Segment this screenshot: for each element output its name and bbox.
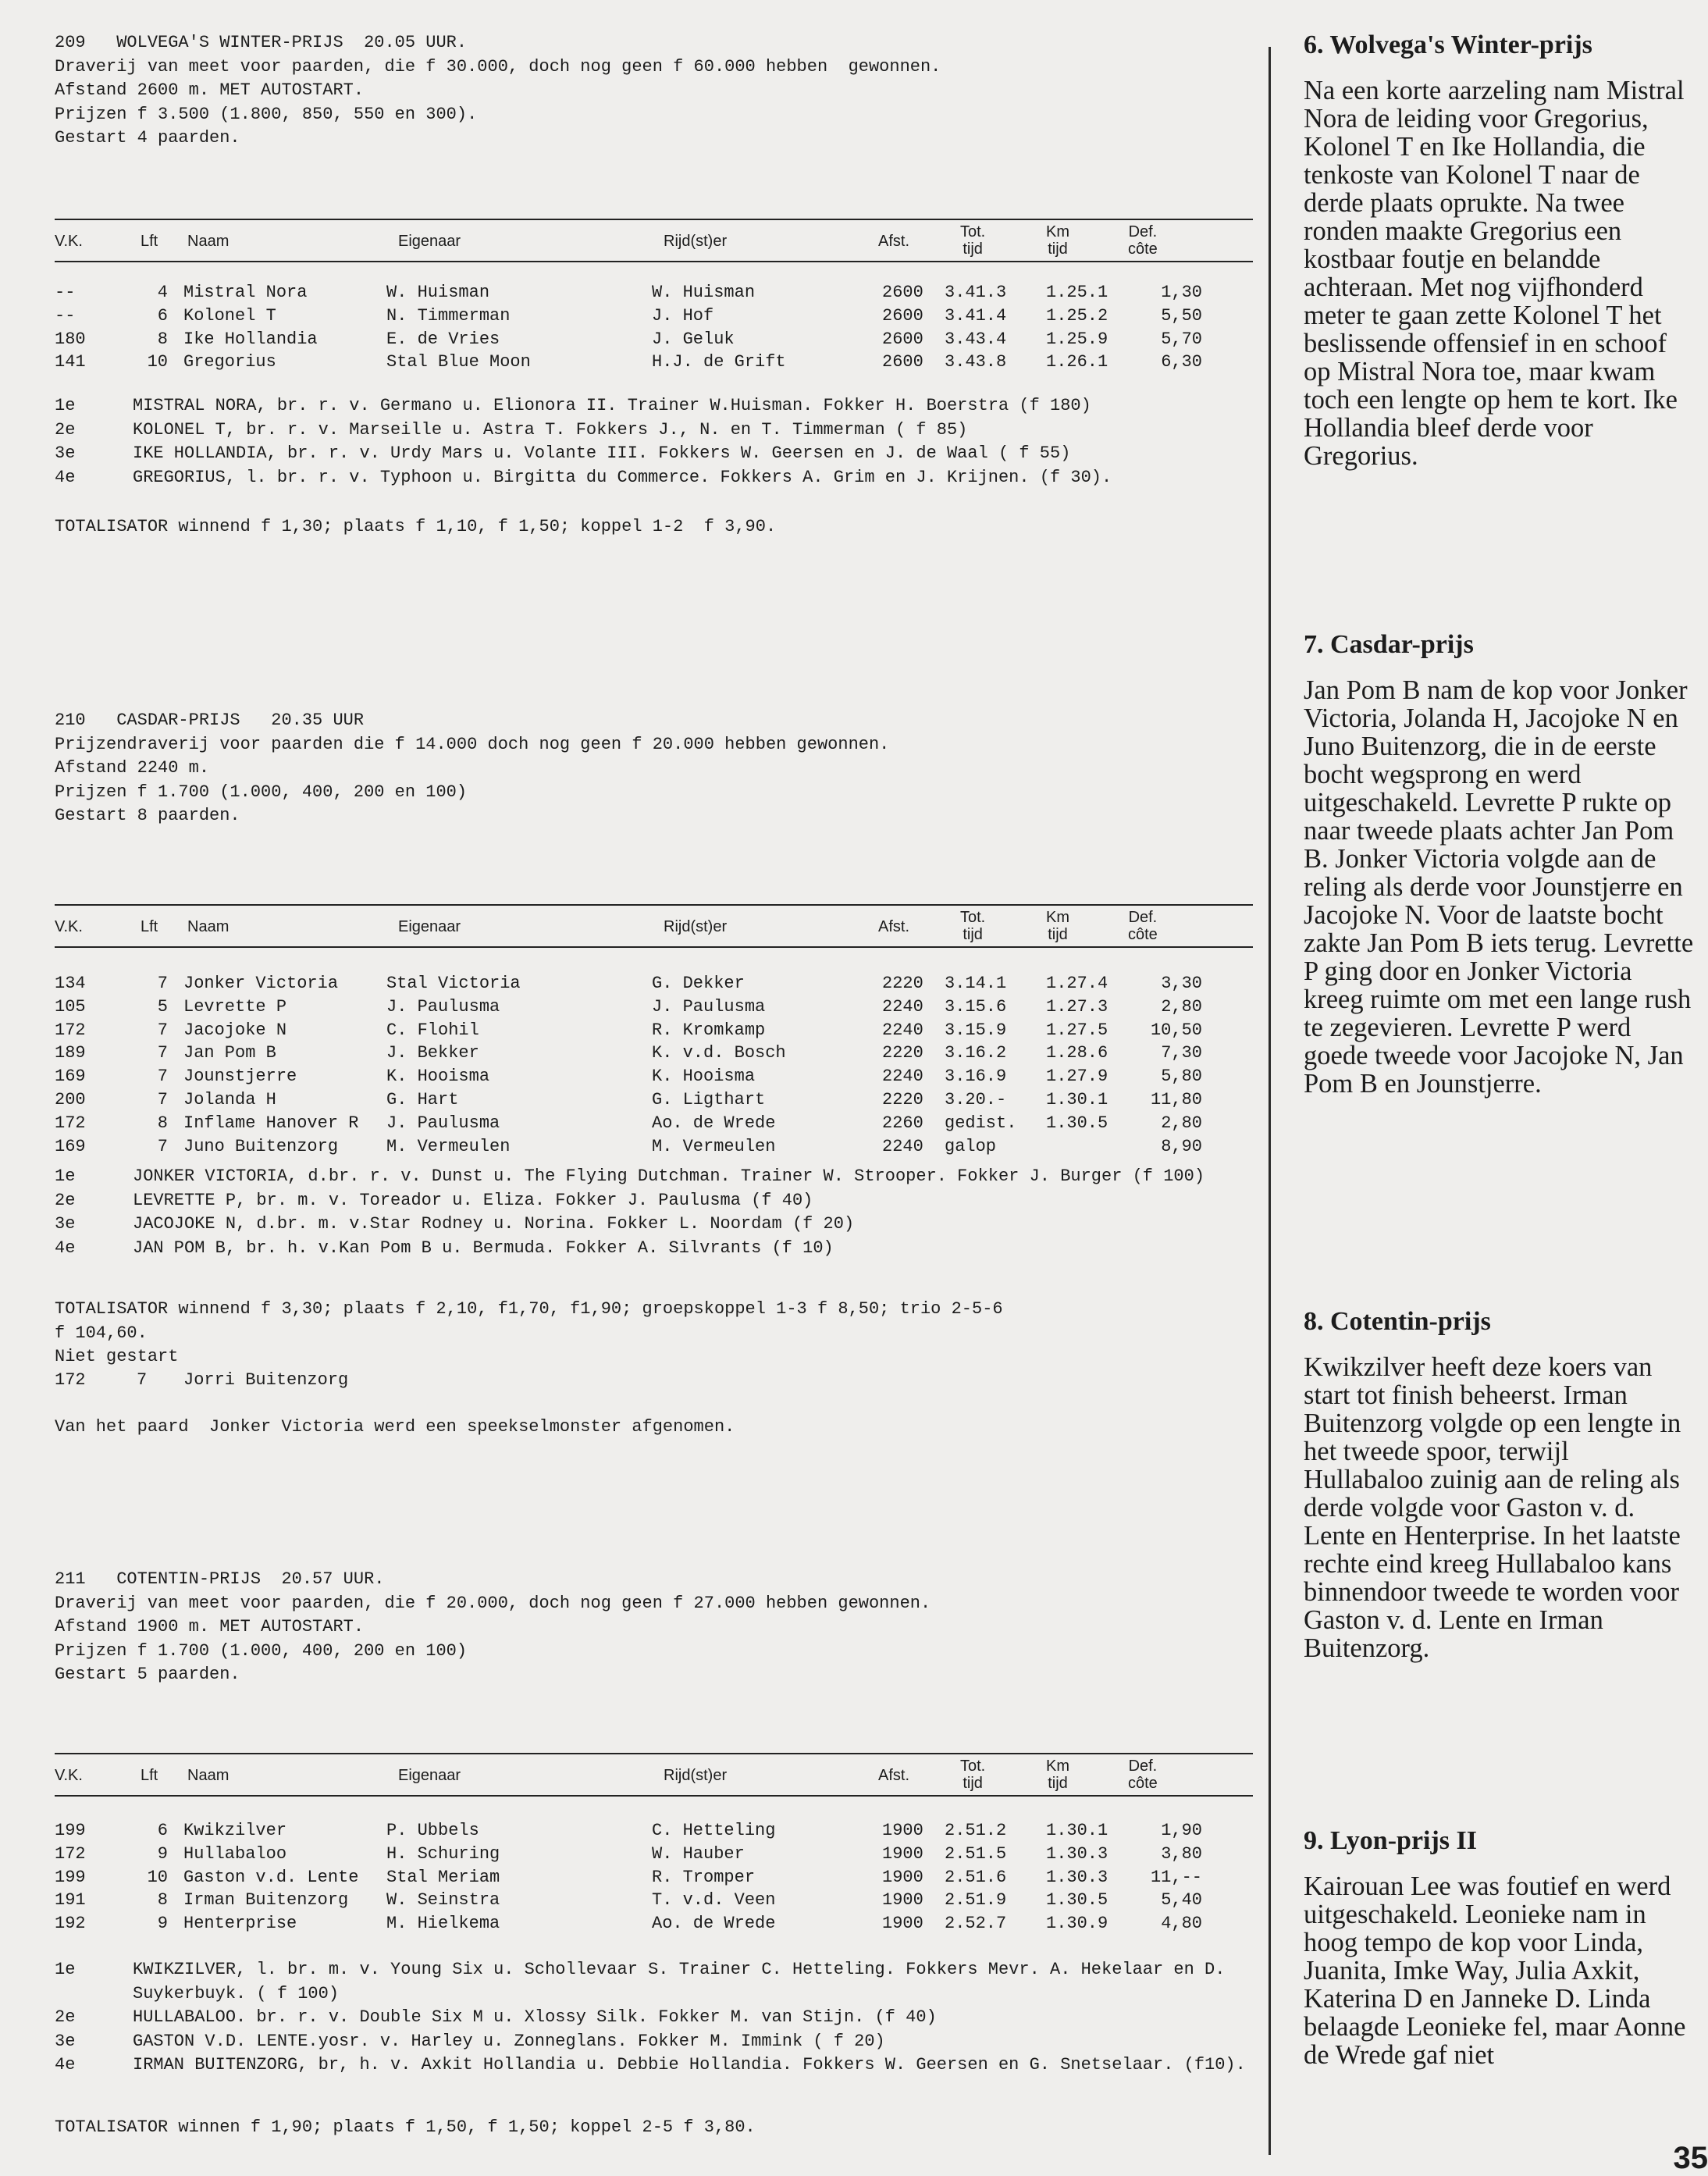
race-header <box>55 31 1253 151</box>
table-cell: 1.25.2 <box>1046 304 1108 329</box>
table-cell: 199 <box>55 1819 86 1843</box>
table-cell: Ike Hollandia <box>183 328 318 352</box>
column-header: Lft <box>141 1767 158 1784</box>
table-cell: 2.51.2 <box>945 1819 1006 1843</box>
table-cell: 10,50 <box>1151 1019 1202 1043</box>
placing-item <box>55 1213 1253 1237</box>
placing-description: JACOJOKE N, d.br. m. v.Star Rodney u. Norina. Fokker L. Noordam (f 20) <box>133 1213 1253 1237</box>
table-cell: gedist. <box>945 1112 1016 1136</box>
table-cell: W. Huisman <box>652 281 755 305</box>
table-cell: Stal Blue Moon <box>386 351 531 375</box>
not-started-label: Niet gestart <box>55 1345 1253 1369</box>
race-conditions: Draverij van meet voor paarden, die f 20.000, doch nog geen f 27.000 hebben gewonnen. <box>55 1592 1253 1616</box>
placing-description: IKE HOLLANDIA, br. r. v. Urdy Mars u. Volante III. Fokkers W. Geersen en J. de Waal ( f 55) <box>133 442 1253 466</box>
race-distance: Afstand 1900 m. MET AUTOSTART. <box>55 1615 1253 1640</box>
table-cell: R. Tromper <box>652 1866 755 1890</box>
table-cell: 7 <box>137 1065 168 1089</box>
placing-position: 2e <box>55 2006 75 2030</box>
placing-description: HULLABALOO. br. r. v. Double Six M u. Xlossy Silk. Fokker M. van Stijn. (f 40) <box>133 2006 1253 2030</box>
table-cell: Stal Meriam <box>386 1866 500 1890</box>
table-cell: J. Geluk <box>652 328 735 352</box>
table-cell: 1.27.5 <box>1046 1019 1108 1043</box>
table-cell: Kolonel T <box>183 304 276 329</box>
table-cell: 105 <box>55 995 86 1020</box>
table-cell: 1.28.6 <box>1046 1042 1108 1066</box>
table-cell: 3.15.9 <box>945 1019 1006 1043</box>
column-header: Eigenaar <box>398 1767 461 1784</box>
table-cell: 1.26.1 <box>1046 351 1108 375</box>
table-cell: H.J. de Grift <box>652 351 786 375</box>
table-cell: G. Dekker <box>652 972 745 996</box>
table-cell: 169 <box>55 1065 86 1089</box>
table-cell: Ao. de Wrede <box>652 1112 775 1136</box>
placing-item <box>55 1189 1253 1213</box>
table-cell: C. Hetteling <box>652 1819 775 1843</box>
column-header: Afst. <box>878 1767 909 1784</box>
column-header: V.K. <box>55 1767 83 1784</box>
placing-position: 3e <box>55 2030 75 2054</box>
placing-position: 3e <box>55 1213 75 1237</box>
table-cell: 9 <box>137 1843 168 1867</box>
table-cell: 191 <box>55 1889 86 1913</box>
table-cell: 3.16.9 <box>945 1065 1006 1089</box>
report-text: Kwikzilver heeft deze koers van start tot finish beheerst. Irman Buitenzorg volgde op een lengte in het tweede spoor, terwijl Hullabaloo zuinig aan de reling als derde volgde voor Gaston v. d. Lente en Henterprise. In het laatste rechte eind kreeg Hullabaloo kans binnendoor tweede te worden voor Gaston v. d. Lente en Irman Buitenzorg. <box>1304 1353 1694 1662</box>
table-cell: Jounstjerre <box>183 1065 297 1089</box>
table-cell: 2,80 <box>1161 995 1202 1020</box>
placing-description: GASTON V.D. LENTE.yosr. v. Harley u. Zonneglans. Fokker M. Immink ( f 20) <box>133 2030 1253 2054</box>
table-cell: 8 <box>137 1889 168 1913</box>
table-cell: 6 <box>137 1819 168 1843</box>
table-row <box>55 1843 1253 1866</box>
table-cell: 1.25.9 <box>1046 328 1108 352</box>
table-cell: 3.41.3 <box>945 281 1006 305</box>
table-cell: 3.15.6 <box>945 995 1006 1020</box>
table-row <box>55 281 1253 304</box>
report-text: Jan Pom B nam de kop voor Jonker Victoria, Jolanda H, Jacojoke N en Juno Buitenzorg, die in de eerste bocht wegsprong en werd uitgeschakeld. Levrette P rukte op naar tweede plaats achter Jan Pom B. Jonker Victoria volgde aan de reling als derde voor Jounstjerre en Jacojoke N. Voor de laatste bocht zakte Jan Pom B iets terug. Levrette P ging door en Jonker Victoria kreeg ruimte om met een lange rush te zegevieren. Levrette P werd goede tweede voor Jacojoke N, Jan Pom B en Jounstjerre. <box>1304 676 1694 1098</box>
race-211 <box>55 1568 1253 1687</box>
table-cell: 3,30 <box>1161 972 1202 996</box>
table-cell: galop <box>945 1135 996 1159</box>
table-cell: 2.51.9 <box>945 1889 1006 1913</box>
table-cell: 7 <box>137 1088 168 1113</box>
table-cell: 1.30.1 <box>1046 1819 1108 1843</box>
table-cell: 10 <box>137 1866 168 1890</box>
table-row <box>55 1065 1253 1088</box>
column-header: Tot. tijd <box>960 909 985 943</box>
table-cell: 7,30 <box>1161 1042 1202 1066</box>
column-header: Lft <box>141 918 158 935</box>
table-cell: Hullabaloo <box>183 1843 286 1867</box>
table-cell: J. Paulusma <box>386 1112 500 1136</box>
table-cell: N. Timmerman <box>386 304 510 329</box>
table-row <box>55 1819 1253 1843</box>
column-header: Rijd(st)er <box>664 1767 727 1784</box>
column-header: Afst. <box>878 233 909 250</box>
table-cell: J. Hof <box>652 304 713 329</box>
results-table-body <box>55 972 1253 1158</box>
table-row <box>55 1889 1253 1912</box>
table-cell: Ao. de Wrede <box>652 1912 775 1936</box>
table-cell: Inflame Hanover R <box>183 1112 358 1136</box>
table-cell: 1900 <box>882 1866 923 1890</box>
placing-position: 2e <box>55 1189 75 1213</box>
report-title: 9. Lyon-prijs II <box>1304 1827 1694 1855</box>
table-cell: 1,30 <box>1161 281 1202 305</box>
table-cell: 1.30.1 <box>1046 1088 1108 1113</box>
race-starters: Gestart 8 paarden. <box>55 804 1253 828</box>
table-cell: 2.51.6 <box>945 1866 1006 1890</box>
placing-item <box>55 2006 1253 2030</box>
table-cell: 2240 <box>882 1065 923 1089</box>
column-header: Naam <box>187 1767 229 1784</box>
table-cell: -- <box>55 281 75 305</box>
table-cell: 141 <box>55 351 86 375</box>
table-cell: 8,90 <box>1161 1135 1202 1159</box>
table-cell: 1900 <box>882 1912 923 1936</box>
table-cell: C. Flohil <box>386 1019 479 1043</box>
table-cell: 11,-- <box>1151 1866 1202 1890</box>
column-header: V.K. <box>55 233 83 250</box>
placing-description: JONKER VICTORIA, d.br. r. v. Dunst u. The Flying Dutchman. Trainer W. Strooper. Fokker J. Burger (f 100) <box>133 1165 1253 1189</box>
table-cell: 5,50 <box>1161 304 1202 329</box>
table-cell: Stal Victoria <box>386 972 521 996</box>
table-cell: 1.30.3 <box>1046 1866 1108 1890</box>
column-header: Km tijd <box>1046 909 1069 943</box>
race-title: 210 CASDAR-PRIJS 20.35 UUR <box>55 709 1253 733</box>
placing-description: JAN POM B, br. h. v.Kan Pom B u. Bermuda. Fokker A. Silvrants (f 10) <box>133 1237 1253 1261</box>
race-starters: Gestart 5 paarden. <box>55 1663 1253 1687</box>
column-header: Km tijd <box>1046 223 1069 258</box>
totalisator: TOTALISATOR winnend f 1,30; plaats f 1,10, f 1,50; koppel 1-2 f 3,90. <box>55 515 1253 540</box>
placing-item <box>55 1958 1253 2006</box>
table-cell: 2600 <box>882 351 923 375</box>
totalisator: TOTALISATOR winnen f 1,90; plaats f 1,50, f 1,50; koppel 2-5 f 3,80. <box>55 2116 1253 2140</box>
table-cell: 4 <box>137 281 168 305</box>
table-cell: 2.51.5 <box>945 1843 1006 1867</box>
race-header <box>55 1568 1253 1687</box>
table-cell: 1.30.3 <box>1046 1843 1108 1867</box>
results-table-header <box>55 1753 1253 1797</box>
placing-position: 1e <box>55 394 75 418</box>
race-209 <box>55 31 1253 151</box>
table-cell: J. Paulusma <box>652 995 765 1020</box>
placing-item <box>55 442 1253 466</box>
table-cell: 1.27.3 <box>1046 995 1108 1020</box>
placing-description: KOLONEL T, br. r. v. Marseille u. Astra T. Fokkers J., N. en T. Timmerman ( f 85) <box>133 418 1253 443</box>
report-title: 7. Casdar-prijs <box>1304 631 1694 659</box>
race-prizes: Prijzen f 1.700 (1.000, 400, 200 en 100) <box>55 1640 1253 1664</box>
table-cell: K. Hooisma <box>652 1065 755 1089</box>
table-cell: K. v.d. Bosch <box>652 1042 786 1066</box>
table-cell: 2240 <box>882 995 923 1020</box>
placings-list <box>55 1958 1253 2078</box>
table-row <box>55 1135 1253 1159</box>
table-cell: 172 <box>55 1019 86 1043</box>
table-cell: Irman Buitenzorg <box>183 1889 348 1913</box>
table-cell: 1,90 <box>1161 1819 1202 1843</box>
table-row <box>55 351 1253 374</box>
placing-description: MISTRAL NORA, br. r. v. Germano u. Elionora II. Trainer W.Huisman. Fokker H. Boerstra (f 180) <box>133 394 1253 418</box>
column-header: Def. côte <box>1128 1758 1158 1792</box>
table-cell: 8 <box>137 1112 168 1136</box>
table-cell: -- <box>55 304 75 329</box>
table-cell: 2220 <box>882 1042 923 1066</box>
table-row <box>55 304 1253 328</box>
table-cell: Jacojoke N <box>183 1019 286 1043</box>
table-cell: 8 <box>137 328 168 352</box>
table-cell: 200 <box>55 1088 86 1113</box>
column-header: Naam <box>187 918 229 935</box>
table-cell: M. Vermeulen <box>386 1135 510 1159</box>
table-cell: J. Bekker <box>386 1042 479 1066</box>
table-cell: 2220 <box>882 1088 923 1113</box>
table-row <box>55 972 1253 995</box>
table-cell: 6,30 <box>1161 351 1202 375</box>
table-cell: 172 <box>55 1369 86 1393</box>
table-cell: 2600 <box>882 281 923 305</box>
table-cell: 7 <box>137 1135 168 1159</box>
placing-position: 4e <box>55 1237 75 1261</box>
report-lyon <box>1304 1827 1694 2069</box>
table-cell: Kwikzilver <box>183 1819 286 1843</box>
table-cell: 5 <box>137 995 168 1020</box>
report-wolvega <box>1304 31 1694 470</box>
placing-item <box>55 1237 1253 1261</box>
totalisator: TOTALISATOR winnend f 3,30; plaats f 2,10, f1,70, f1,90; groepskoppel 1-3 f 8,50; trio 2-5-6 f 104,60. <box>55 1298 1253 1345</box>
results-table-header <box>55 904 1253 948</box>
placings-list <box>55 1165 1253 1260</box>
column-header: Tot. tijd <box>960 1758 985 1792</box>
results-table-body <box>55 281 1253 374</box>
table-cell: G. Ligthart <box>652 1088 765 1113</box>
table-cell: 6 <box>137 304 168 329</box>
table-cell: 1.27.9 <box>1046 1065 1108 1089</box>
column-header: Km tijd <box>1046 1758 1069 1792</box>
table-cell: J. Paulusma <box>386 995 500 1020</box>
report-text: Kairouan Lee was foutief en werd uitgeschakeld. Leonieke nam in hoog tempo de kop voor Linda, Juanita, Imke Way, Julia Axkit, Katerina D en Janneke D. Linda belaagde Leonieke fel, maar Aonne de Wrede gaf niet <box>1304 1872 1694 2069</box>
table-cell: 2.52.7 <box>945 1912 1006 1936</box>
report-title: 6. Wolvega's Winter-prijs <box>1304 31 1694 59</box>
table-cell: 1900 <box>882 1819 923 1843</box>
table-cell: 199 <box>55 1866 86 1890</box>
placing-position: 1e <box>55 1165 75 1189</box>
table-cell: 169 <box>55 1135 86 1159</box>
race-distance: Afstand 2240 m. <box>55 757 1253 781</box>
column-header: Eigenaar <box>398 918 461 935</box>
table-cell: M. Vermeulen <box>652 1135 775 1159</box>
column-header: Lft <box>141 233 158 250</box>
table-row <box>55 995 1253 1019</box>
table-cell: 2,80 <box>1161 1112 1202 1136</box>
table-cell: 4,80 <box>1161 1912 1202 1936</box>
race-note: Van het paard Jonker Victoria werd een speekselmonster afgenomen. <box>55 1416 1253 1440</box>
column-header: V.K. <box>55 918 83 935</box>
race-conditions: Draverij van meet voor paarden, die f 30.000, doch nog geen f 60.000 hebben gewonnen. <box>55 55 1253 80</box>
page-number: 35 <box>1674 2141 1708 2176</box>
table-cell: 9 <box>137 1912 168 1936</box>
race-title: 211 COTENTIN-PRIJS 20.57 UUR. <box>55 1568 1253 1592</box>
column-header: Afst. <box>878 918 909 935</box>
table-cell: 192 <box>55 1912 86 1936</box>
report-cotentin <box>1304 1308 1694 1662</box>
placing-description: LEVRETTE P, br. m. v. Toreador u. Eliza. Fokker J. Paulusma (f 40) <box>133 1189 1253 1213</box>
table-cell: 180 <box>55 328 86 352</box>
table-cell: Jan Pom B <box>183 1042 276 1066</box>
table-cell: 2600 <box>882 328 923 352</box>
placing-item <box>55 2053 1253 2078</box>
placing-position: 2e <box>55 418 75 443</box>
table-cell: 1.30.5 <box>1046 1889 1108 1913</box>
results-table-header <box>55 219 1253 262</box>
race-header <box>55 709 1253 828</box>
table-cell: Gregorius <box>183 351 276 375</box>
column-divider <box>1269 47 1271 2155</box>
table-cell: M. Hielkema <box>386 1912 500 1936</box>
table-cell: 172 <box>55 1843 86 1867</box>
table-cell: 2600 <box>882 304 923 329</box>
column-header: Eigenaar <box>398 233 461 250</box>
race-title: 209 WOLVEGA'S WINTER-PRIJS 20.05 UUR. <box>55 31 1253 55</box>
table-cell: 134 <box>55 972 86 996</box>
table-cell: 3.20.- <box>945 1088 1006 1113</box>
table-cell: Levrette P <box>183 995 286 1020</box>
table-cell: 2240 <box>882 1135 923 1159</box>
table-cell: 3.16.2 <box>945 1042 1006 1066</box>
table-cell: 5,40 <box>1161 1889 1202 1913</box>
table-row <box>55 1042 1253 1065</box>
table-cell: 1.30.5 <box>1046 1112 1108 1136</box>
report-casdar <box>1304 631 1694 1098</box>
table-cell: T. v.d. Veen <box>652 1889 775 1913</box>
table-row <box>55 1019 1253 1042</box>
race-starters: Gestart 4 paarden. <box>55 126 1253 151</box>
table-cell: 7 <box>137 972 168 996</box>
table-cell: 3.41.4 <box>945 304 1006 329</box>
table-cell: 172 <box>55 1112 86 1136</box>
table-cell: E. de Vries <box>386 328 500 352</box>
table-cell: 7 <box>137 1042 168 1066</box>
table-cell: 1.25.1 <box>1046 281 1108 305</box>
table-row <box>55 1088 1253 1112</box>
column-header: Tot. tijd <box>960 223 985 258</box>
table-cell: 1900 <box>882 1889 923 1913</box>
placing-description: IRMAN BUITENZORG, br, h. v. Axkit Hollandia u. Debbie Hollandia. Fokkers W. Geersen en G. Snetselaar. (f10). <box>133 2053 1253 2078</box>
race-210 <box>55 709 1253 828</box>
column-header: Def. côte <box>1128 223 1158 258</box>
table-cell: W. Seinstra <box>386 1889 500 1913</box>
column-header: Def. côte <box>1128 909 1158 943</box>
table-row <box>55 1912 1253 1936</box>
table-cell: H. Schuring <box>386 1843 500 1867</box>
placing-position: 1e <box>55 1958 75 1982</box>
table-cell: 1900 <box>882 1843 923 1867</box>
table-cell: 2220 <box>882 972 923 996</box>
table-cell: W. Huisman <box>386 281 489 305</box>
report-title: 8. Cotentin-prijs <box>1304 1308 1694 1336</box>
table-cell: P. Ubbels <box>386 1819 479 1843</box>
report-text: Na een korte aarzeling nam Mistral Nora de leiding voor Gregorius, Kolonel T en Ike Hollandia, die tenkoste van Kolonel T naar de derde plaats oprukte. Na twee ronden maakte Gregorius een kostbaar foutje en belandde achteraan. Met nog vijfhonderd meter te gaan zette Kolonel T het beslissende offensief in en schoof op Mistral Nora toe, maar kwam toch een lengte op hem te kort. Ike Hollandia bleef derde voor Gregorius. <box>1304 77 1694 470</box>
results-table-body <box>55 1819 1253 1936</box>
placing-item <box>55 2030 1253 2054</box>
table-cell: G. Hart <box>386 1088 458 1113</box>
table-cell: 189 <box>55 1042 86 1066</box>
table-cell: 2260 <box>882 1112 923 1136</box>
table-cell: Jonker Victoria <box>183 972 338 996</box>
placing-item <box>55 394 1253 418</box>
table-cell: Jorri Buitenzorg <box>183 1369 348 1393</box>
table-cell: 5,70 <box>1161 328 1202 352</box>
column-header: Rijd(st)er <box>664 918 727 935</box>
table-row <box>55 1866 1253 1889</box>
table-cell: Mistral Nora <box>183 281 307 305</box>
table-cell: W. Hauber <box>652 1843 745 1867</box>
placings-list <box>55 394 1253 490</box>
table-cell: Jolanda H <box>183 1088 276 1113</box>
race-prizes: Prijzen f 3.500 (1.800, 850, 550 en 300). <box>55 103 1253 127</box>
race-conditions: Prijzendraverij voor paarden die f 14.000 doch nog geen f 20.000 hebben gewonnen. <box>55 733 1253 757</box>
placing-position: 3e <box>55 442 75 466</box>
placing-item <box>55 418 1253 443</box>
placing-position: 4e <box>55 466 75 490</box>
table-row <box>55 1112 1253 1135</box>
table-cell: 3,80 <box>1161 1843 1202 1867</box>
table-cell: R. Kromkamp <box>652 1019 765 1043</box>
table-cell: Henterprise <box>183 1912 297 1936</box>
table-cell: 3.43.4 <box>945 328 1006 352</box>
table-cell: 5,80 <box>1161 1065 1202 1089</box>
column-header: Rijd(st)er <box>664 233 727 250</box>
placing-item <box>55 466 1253 490</box>
placing-description: KWIKZILVER, l. br. m. v. Young Six u. Schollevaar S. Trainer C. Hetteling. Fokkers Mevr. A. Hekelaar en D. Suykerbuyk. ( f 100) <box>133 1958 1253 2006</box>
table-cell: 11,80 <box>1151 1088 1202 1113</box>
table-cell: 3.14.1 <box>945 972 1006 996</box>
table-row <box>55 328 1253 351</box>
table-cell: Juno Buitenzorg <box>183 1135 338 1159</box>
placing-item <box>55 1165 1253 1189</box>
placing-position: 4e <box>55 2053 75 2078</box>
table-cell: 7 <box>137 1369 147 1393</box>
race-distance: Afstand 2600 m. MET AUTOSTART. <box>55 79 1253 103</box>
table-cell: K. Hooisma <box>386 1065 489 1089</box>
column-header: Naam <box>187 233 229 250</box>
table-cell: 7 <box>137 1019 168 1043</box>
table-cell: 3.43.8 <box>945 351 1006 375</box>
placing-description: GREGORIUS, l. br. r. v. Typhoon u. Birgitta du Commerce. Fokkers A. Grim en J. Krijnen. (f 30). <box>133 466 1253 490</box>
table-cell: 2240 <box>882 1019 923 1043</box>
table-cell: Gaston v.d. Lente <box>183 1866 358 1890</box>
table-cell: 1.30.9 <box>1046 1912 1108 1936</box>
not-started-row <box>55 1369 1253 1392</box>
race-prizes: Prijzen f 1.700 (1.000, 400, 200 en 100) <box>55 781 1253 805</box>
table-cell: 1.27.4 <box>1046 972 1108 996</box>
table-cell: 10 <box>137 351 168 375</box>
